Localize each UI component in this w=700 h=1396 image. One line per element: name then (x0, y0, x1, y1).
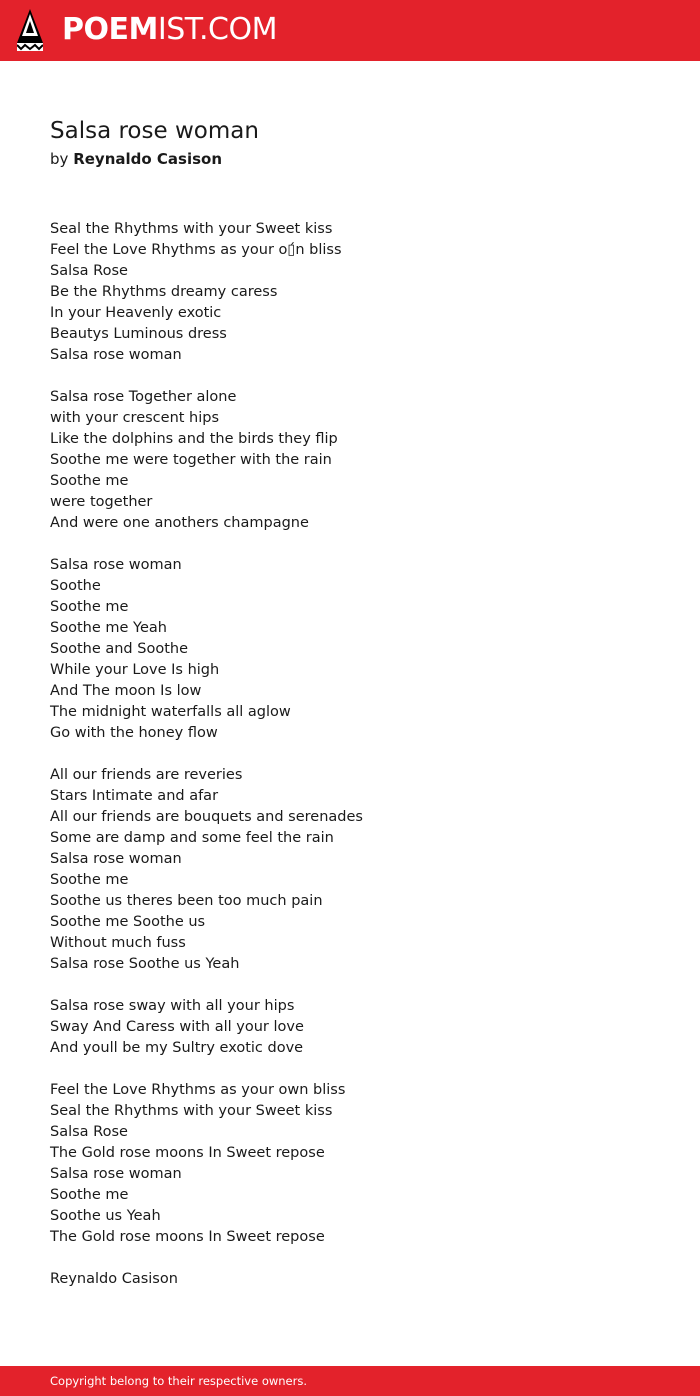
poem-line: While your Love Is high (50, 662, 220, 678)
poem-line: Some are damp and some feel the rain (50, 830, 334, 846)
poem-line: Feel the Love Rhythms as your o▯́n bliss (50, 242, 342, 258)
poem-line: were together (50, 494, 153, 510)
poem-line: Be the Rhythms dreamy caress (50, 284, 278, 300)
poem-line: All our friends are reveries (50, 767, 243, 783)
poem-line: Soothe me (50, 872, 129, 888)
poem-line: Salsa rose sway with all your hips (50, 998, 295, 1014)
pencil-icon[interactable] (17, 9, 43, 51)
poem-line: The Gold rose moons In Sweet repose (50, 1229, 325, 1245)
poem-line: Seal the Rhythms with your Sweet kiss (50, 1103, 333, 1119)
poem-line: The midnight waterfalls all aglow (50, 704, 291, 720)
poem-line: All our friends are bouquets and serenades (50, 809, 363, 825)
poem-line: Without much fuss (50, 935, 186, 951)
poem-line: Soothe me were together with the rain (50, 452, 332, 468)
poem-line: Go with the honey flow (50, 725, 218, 741)
poem-line: Soothe us Yeah (50, 1208, 161, 1224)
poem-line: Soothe (50, 578, 101, 594)
logo-bold-text: POEM (62, 12, 158, 47)
poem-line: Soothe and Soothe (50, 641, 188, 657)
poem-line: Salsa rose woman (50, 557, 182, 573)
author-link[interactable]: Reynaldo Casison (73, 150, 223, 168)
poem-signature: Reynaldo Casison (50, 1271, 178, 1287)
poem-line: Soothe me (50, 1187, 129, 1203)
poem-line: Feel the Love Rhythms as your own bliss (50, 1082, 346, 1098)
stanza (50, 555, 650, 744)
site-header (0, 0, 700, 61)
poem-line: Salsa rose woman (50, 1166, 182, 1182)
poem-line: And youll be my Sultry exotic dove (50, 1040, 304, 1056)
byline (50, 149, 222, 169)
poem-line: Soothe us theres been too much pain (50, 893, 323, 909)
poem-line: Salsa rose woman (50, 347, 182, 363)
poem-line: with your crescent hips (50, 410, 220, 426)
poem-line: The Gold rose moons In Sweet repose (50, 1145, 325, 1161)
byline-prefix: by (50, 150, 69, 168)
stanza (50, 219, 650, 366)
poem-line: Soothe me Yeah (50, 620, 167, 636)
site-logo-link[interactable] (62, 13, 277, 47)
stanza (50, 996, 650, 1059)
stanza (50, 387, 650, 534)
poem-line: Salsa Rose (50, 1124, 128, 1140)
site-footer (0, 1366, 700, 1396)
stanza (50, 1080, 650, 1248)
poem-line: Beautys Luminous dress (50, 326, 227, 342)
poem-line: Seal the Rhythms with your Sweet kiss (50, 221, 333, 237)
poem-line: In your Heavenly exotic (50, 305, 222, 321)
logo-rest-text: IST.COM (157, 12, 277, 47)
stanza (50, 765, 650, 975)
poem-line: Soothe me Soothe us (50, 914, 206, 930)
poem-line: Sway And Caress with all your love (50, 1019, 304, 1035)
poem-line: Salsa Rose (50, 263, 128, 279)
poem-title: Salsa rose woman (50, 118, 259, 144)
poem-line: Salsa rose Together alone (50, 389, 237, 405)
poem-line: And The moon Is low (50, 683, 202, 699)
poem-line: And were one anothers champagne (50, 515, 309, 531)
poem-line: Salsa rose Soothe us Yeah (50, 956, 240, 972)
copyright-notice: Copyright belong to their respective owners. (50, 1374, 308, 1388)
poem-line: Salsa rose woman (50, 851, 182, 867)
poem-body (50, 219, 650, 1290)
poem-line: Like the dolphins and the birds they flip (50, 431, 338, 447)
poem-line: Soothe me (50, 599, 129, 615)
poem-line: Soothe me (50, 473, 129, 489)
poem-line: Stars Intimate and afar (50, 788, 219, 804)
